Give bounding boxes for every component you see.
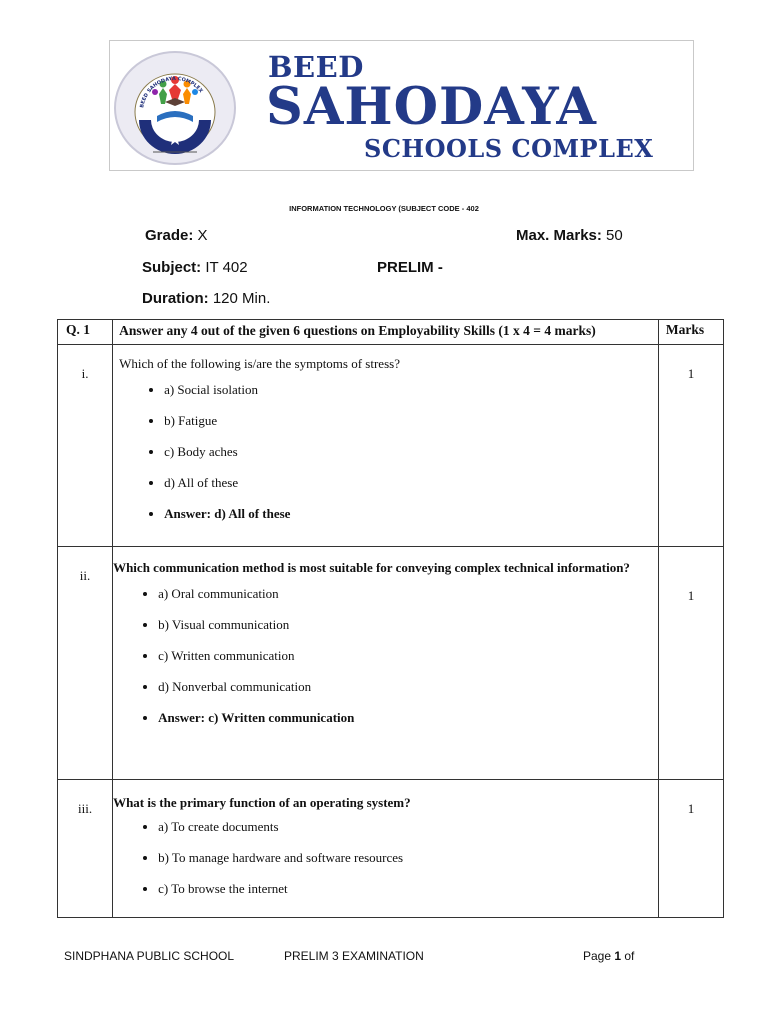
subject-info	[142, 259, 248, 276]
svg-text:BEED SAHODAYA COMPLEX: BEED SAHODAYA COMPLEX	[139, 75, 204, 109]
grade-label: Grade:	[145, 227, 194, 244]
option-item: • c) To browse the internet	[158, 873, 658, 904]
max-marks-info	[516, 227, 623, 244]
table-row	[58, 547, 724, 780]
prelim-label: PRELIM -	[377, 259, 443, 276]
question-cell	[113, 547, 659, 780]
brand-line-beed: BEED	[268, 50, 364, 84]
option-item: • a) To create documents	[158, 811, 658, 842]
sub-question-number: ii.	[58, 547, 113, 780]
question-table	[57, 319, 724, 918]
subject-code-line: INFORMATION TECHNOLOGY (SUBJECT CODE - 402	[289, 204, 479, 213]
page-prefix: Page	[583, 949, 615, 963]
max-marks-value: 50	[606, 227, 623, 244]
option-item: • a) Oral communication	[158, 578, 658, 609]
option-item: • d) All of these	[164, 467, 658, 498]
question-cell	[113, 345, 659, 547]
page-number: 1	[614, 949, 622, 963]
question-text: Which of the following is/are the symptoms of stress?	[119, 356, 400, 371]
option-list	[113, 811, 658, 904]
option-item: • b) Fatigue	[164, 405, 658, 436]
table-row	[58, 780, 724, 918]
brand-line-complex: SCHOOLS COMPLEX	[364, 134, 654, 163]
table-row	[58, 345, 724, 547]
question-number: Q. 1	[58, 320, 113, 345]
grade-info	[145, 227, 208, 244]
brand-line-sahodaya: SAHODAYA	[266, 77, 597, 137]
max-marks-label: Max. Marks:	[516, 227, 602, 244]
duration-value: 120 Min.	[212, 290, 271, 307]
table-header-row	[58, 320, 724, 345]
question-text: Which communication method is most suitable for conveying complex technical information?	[113, 560, 630, 575]
option-list	[119, 374, 658, 529]
marks-value: 1	[658, 345, 723, 547]
school-logo	[113, 50, 237, 167]
option-item: • b) Visual communication	[158, 609, 658, 640]
footer-page	[583, 949, 634, 963]
grade-value: X	[197, 227, 208, 244]
option-item: • c) Written communication	[158, 640, 658, 671]
answer-item: • Answer: d) All of these	[164, 498, 658, 529]
subject-label: Subject:	[142, 259, 202, 276]
subject-value: IT 402	[205, 259, 248, 276]
question-text: What is the primary function of an operating system?	[113, 795, 411, 810]
page-suffix: of	[621, 949, 635, 963]
question-cell	[113, 780, 659, 918]
option-item: • b) To manage hardware and software resources	[158, 842, 658, 873]
marks-value: 1	[658, 547, 723, 780]
option-item: • d) Nonverbal communication	[158, 671, 658, 702]
option-item: • c) Body aches	[164, 436, 658, 467]
option-list	[113, 578, 658, 733]
duration-label: Duration:	[142, 290, 209, 307]
header-banner	[109, 40, 694, 171]
marks-header: Marks	[658, 320, 723, 345]
section-instruction: Answer any 4 out of the given 6 questions on Employability Skills (1 x 4 = 4 marks)	[113, 320, 659, 345]
footer-school: SINDPHANA PUBLIC SCHOOL	[64, 949, 235, 963]
answer-item: • Answer: c) Written communication	[158, 702, 658, 733]
marks-value: 1	[658, 780, 723, 918]
footer-exam: PRELIM 3 EXAMINATION	[284, 949, 424, 963]
option-item: • a) Social isolation	[164, 374, 658, 405]
duration-info	[142, 290, 270, 307]
sub-question-number: i.	[58, 345, 113, 547]
sub-question-number: iii.	[58, 780, 113, 918]
